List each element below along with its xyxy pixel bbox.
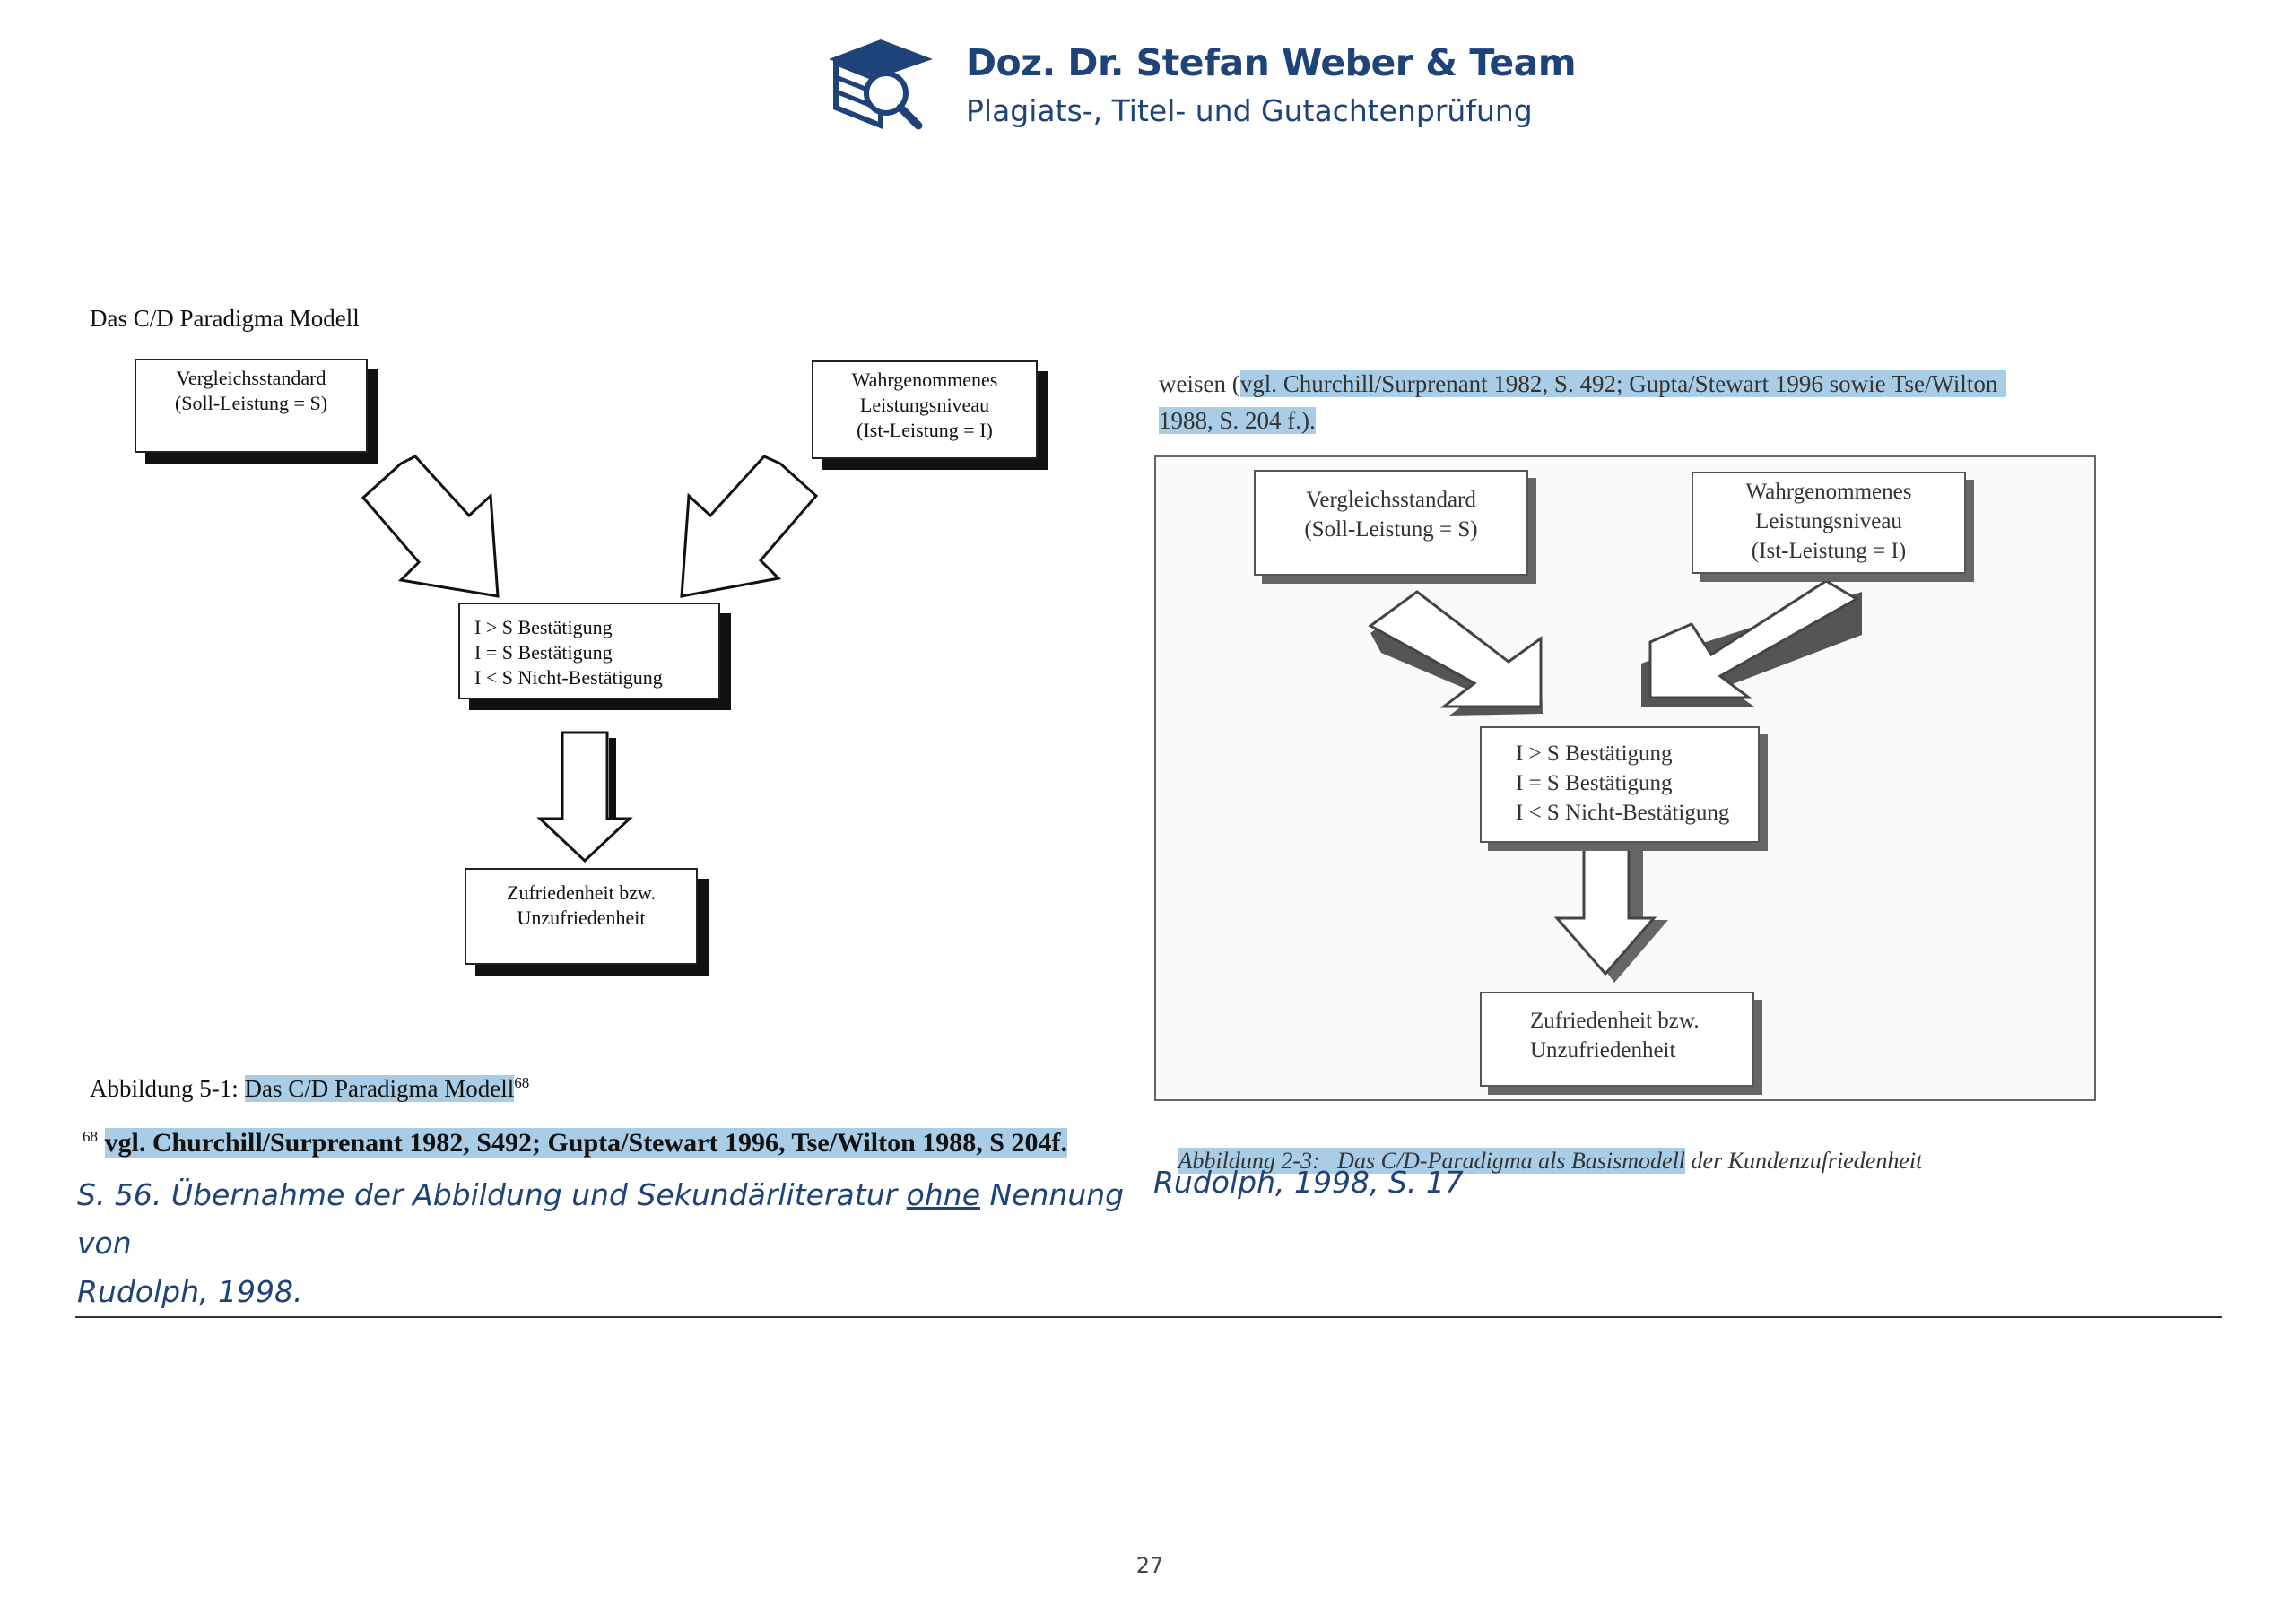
- right-box-mid-line2: I = S Bestätigung: [1516, 771, 1673, 795]
- logo: [823, 36, 938, 133]
- divider: [75, 1316, 2222, 1318]
- left-arrow-diag-2: [682, 456, 816, 596]
- right-box-bottom-line2: Unzufriedenheit: [1530, 1038, 1676, 1063]
- left-box-bottom-line2: Unzufriedenheit: [517, 906, 646, 929]
- left-box-mid-line1: I > S Bestätigung: [474, 616, 613, 638]
- left-footnote: [83, 1128, 1067, 1158]
- left-box-bottom-line1: Zufriedenheit bzw.: [507, 881, 656, 904]
- left-box-ist-line3: (Ist-Leistung = I): [857, 419, 993, 441]
- right-box-ist-line2: Leistungsniveau: [1755, 509, 1902, 533]
- right-intro-prefix: weisen (: [1159, 370, 1240, 397]
- right-box-soll-line2: (Soll-Leistung = S): [1304, 517, 1478, 542]
- right-box-mid-line3: I < S Nicht-Bestätigung: [1516, 801, 1730, 825]
- right-caption-rest: der Kundenzufriedenheit: [1685, 1148, 1923, 1174]
- right-intro-highlight-1: vgl. Churchill/Surprenant 1982, S. 492; Gupta/Stewart 1996 sowie Tse/Wilton: [1240, 370, 2007, 397]
- left-caption-highlight: Das C/D Paradigma Modell: [244, 1075, 515, 1102]
- right-box-soll-line1: Vergleichsstandard: [1306, 488, 1476, 512]
- right-intro-line1: [1159, 366, 2006, 403]
- left-caption-prefix: Abbildung 5-1:: [90, 1075, 245, 1102]
- right-intro-line2: [1159, 403, 2006, 439]
- left-box-ist: [812, 360, 1038, 459]
- brand-title: Doz. Dr. Stefan Weber & Team: [966, 41, 1577, 84]
- left-note-part1: S. 56. Übernahme der Abbildung und Sekundärliteratur: [77, 1177, 907, 1212]
- left-box-mid-line2: I = S Bestätigung: [474, 641, 613, 664]
- left-note-underlined: ohne: [906, 1177, 980, 1212]
- left-caption: [90, 1074, 529, 1103]
- right-arrow-down: [1557, 848, 1668, 983]
- left-box-mid-line3: I < S Nicht-Bestätigung: [474, 666, 663, 689]
- left-arrow-down: [540, 733, 630, 861]
- right-box-ist-line3: (Ist-Leistung = I): [1751, 539, 1907, 563]
- right-box-ist-line1: Wahrgenommenes: [1745, 480, 1912, 504]
- right-box-mid-line1: I > S Bestätigung: [1516, 742, 1673, 766]
- left-box-soll-line1: Vergleichsstandard: [176, 367, 326, 389]
- right-intro: [1159, 366, 2006, 439]
- left-source-note: [77, 1171, 1135, 1316]
- page-number: 27: [1135, 1553, 1164, 1578]
- right-source-note: Rudolph, 1998, S. 17: [1153, 1165, 1464, 1200]
- right-box-bottom-line1: Zufriedenheit bzw.: [1530, 1009, 1700, 1033]
- left-box-soll: [135, 359, 368, 453]
- left-note-line1: [77, 1171, 1135, 1268]
- left-footnote-text: vgl. Churchill/Surprenant 1982, S492; Gupta/Stewart 1996, Tse/Wilton 1988, S 204f.: [104, 1128, 1067, 1158]
- left-arrow-diag-1: [363, 456, 498, 596]
- book-magnifier-icon: [823, 36, 938, 133]
- left-figure-title: Das C/D Paradigma Modell: [90, 305, 360, 332]
- right-arrow-diag-1: [1370, 592, 1543, 716]
- right-box-ist: [1692, 472, 1966, 574]
- left-note-part2: Nennung von: [77, 1177, 1125, 1261]
- left-caption-footnote-mark: 68: [514, 1074, 530, 1091]
- right-arrow-diag-2: [1641, 581, 1862, 707]
- left-box-ist-line1: Wahrgenommenes: [851, 369, 998, 391]
- right-box-mid: [1480, 726, 1760, 843]
- left-box-mid: [458, 603, 720, 699]
- right-intro-highlight-2: 1988, S. 204 f.).: [1159, 407, 1316, 434]
- left-box-bottom: [465, 868, 698, 965]
- left-note-line2: Rudolph, 1998.: [77, 1274, 303, 1309]
- right-box-bottom: [1480, 992, 1754, 1087]
- left-box-ist-line2: Leistungsniveau: [859, 394, 990, 416]
- left-box-soll-line2: (Soll-Leistung = S): [174, 392, 328, 414]
- right-caption-highlight: Abbildung 2-3: Das C/D-Paradigma als Basismodell: [1178, 1148, 1686, 1174]
- brand-subtitle: Plagiats-, Titel- und Gutachtenprüfung: [966, 93, 1533, 128]
- right-box-soll: [1254, 470, 1528, 576]
- left-footnote-number: 68: [83, 1128, 98, 1145]
